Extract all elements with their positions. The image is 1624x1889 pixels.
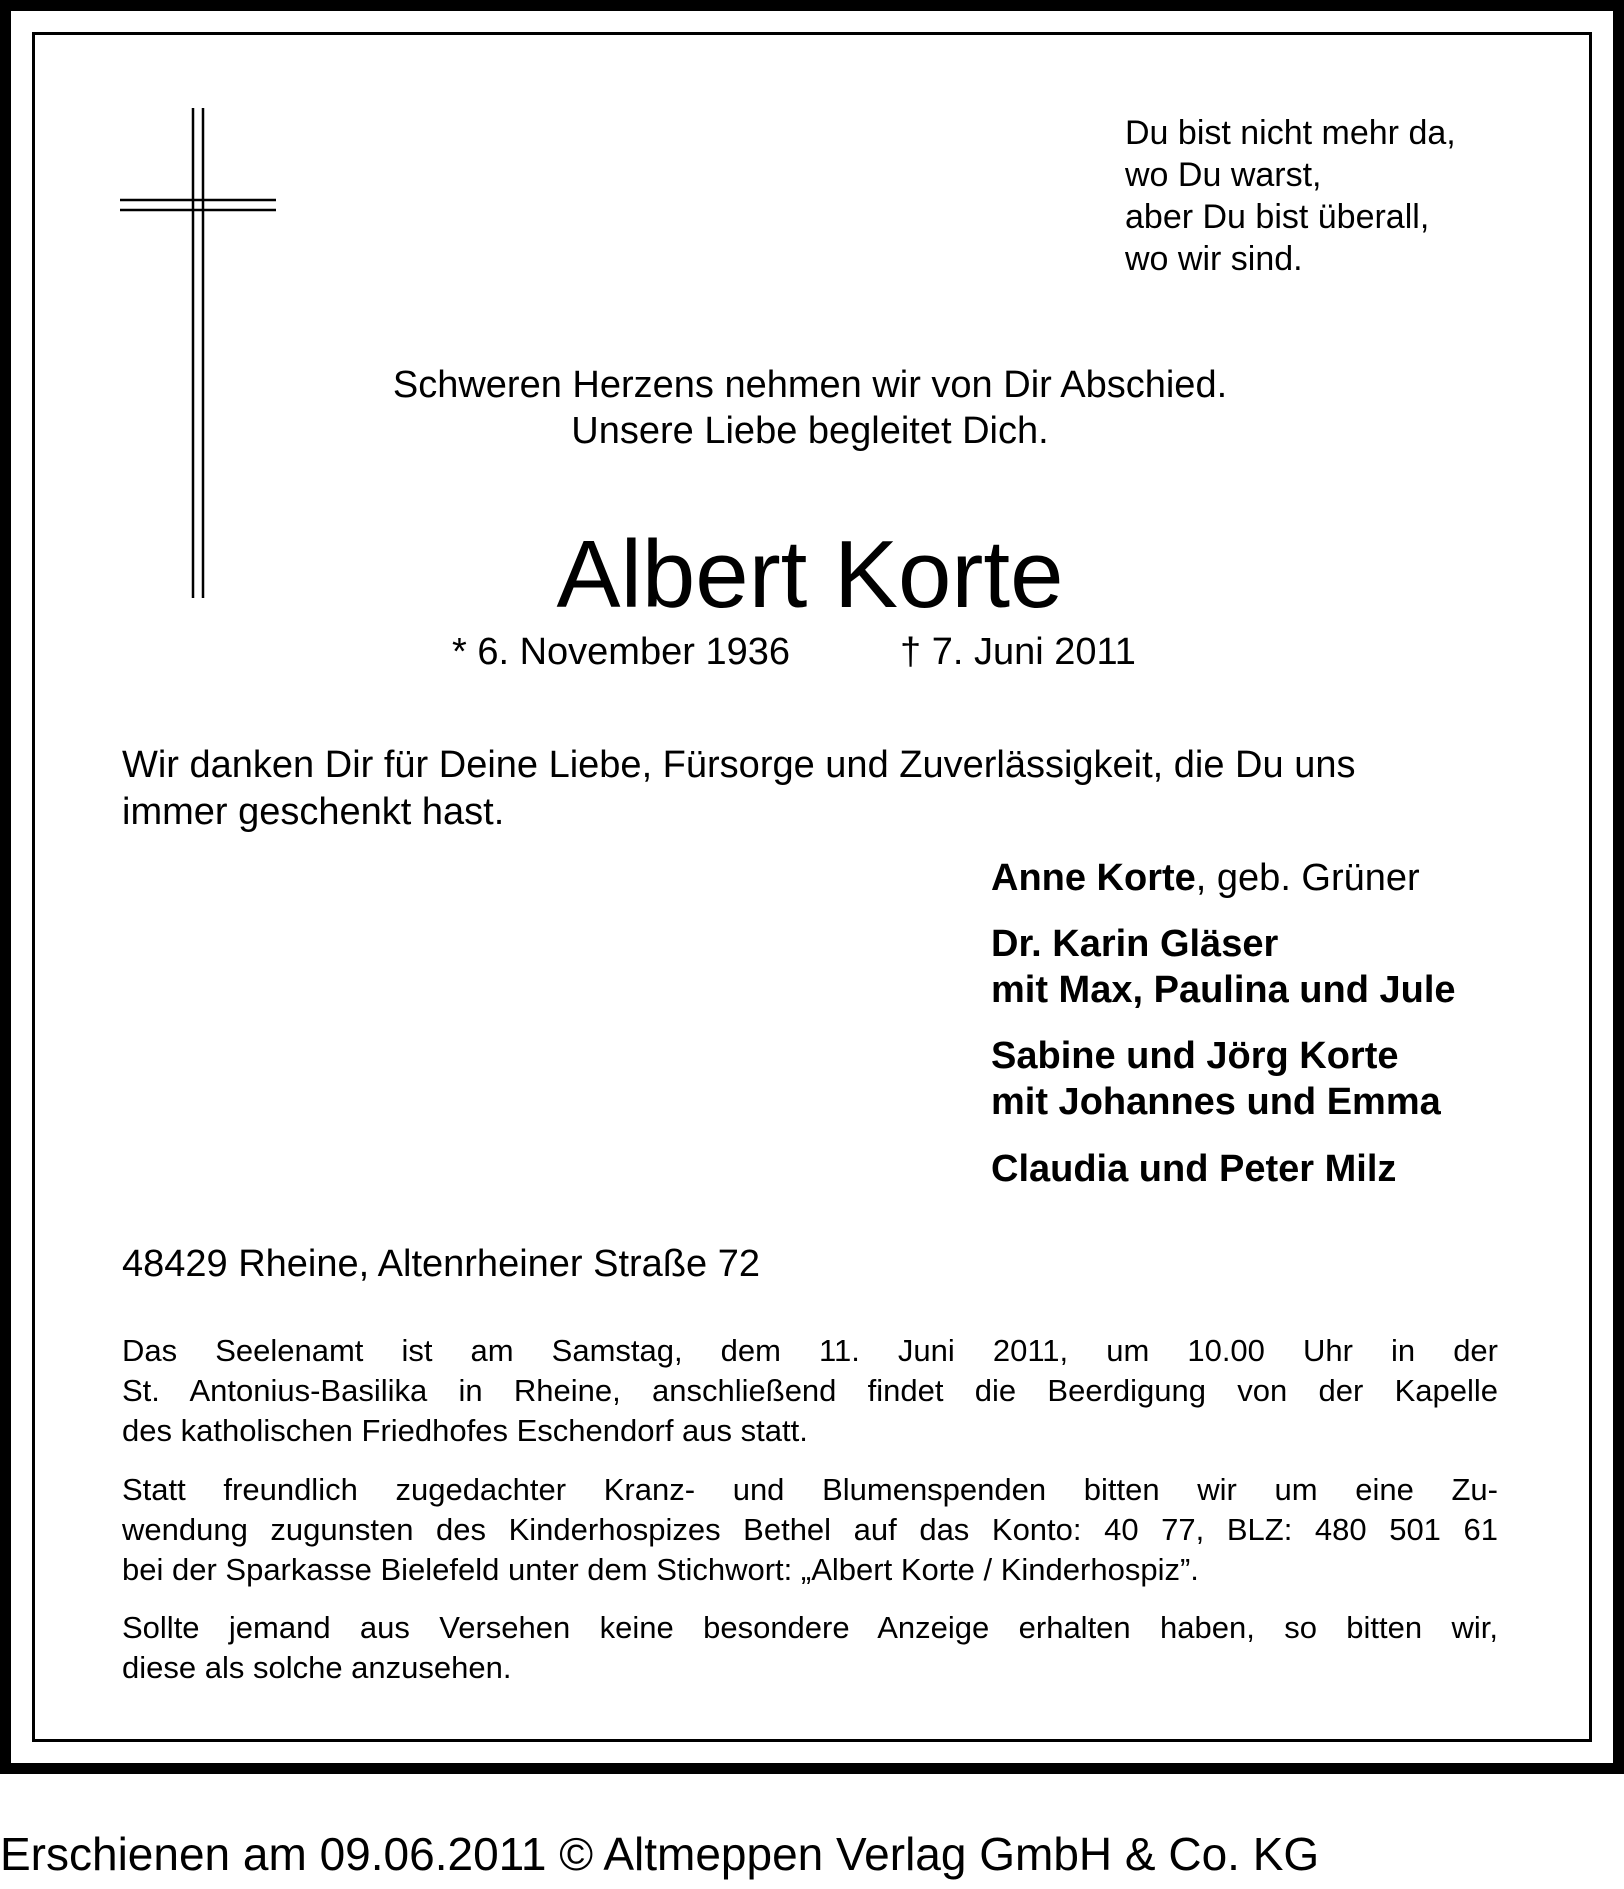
family-children-names: mit Max, Paulina und Jule (991, 969, 1456, 1011)
family-children-names: mit Johannes und Emma (991, 1081, 1441, 1123)
family-member-name: Claudia und Peter Milz (991, 1148, 1397, 1190)
death-date: † 7. Juni 2011 (900, 631, 1136, 673)
family-member (991, 1033, 1398, 1079)
paragraph-line: bei der Sparkasse Bielefeld unter dem Stichwort: „Albert Korte / Kinderhospiz”. (122, 1552, 1199, 1587)
family-member-name: Sabine und Jörg Korte (991, 1035, 1399, 1077)
poem-line: wo wir sind. (1125, 240, 1303, 278)
family-member-name: Anne Korte (991, 857, 1196, 899)
notice-paragraph (122, 1608, 1498, 1688)
family-member (991, 1146, 1396, 1192)
poem-line: Du bist nicht mehr da, (1125, 114, 1456, 152)
poem-verse (1125, 112, 1456, 280)
publication-footer: Erschienen am 09.06.2011 © Altmeppen Verlag GmbH & Co. KG (0, 1828, 1320, 1880)
poem-line: wo Du warst, (1125, 156, 1322, 194)
thanks-text (122, 742, 1502, 836)
address: 48429 Rheine, Altenrheiner Straße 72 (122, 1243, 760, 1285)
funeral-info-paragraph (122, 1331, 1498, 1451)
paragraph-line: wendung zugunsten des Kinderhospizes Bethel auf das Konto: 40 77, BLZ: 480 501 61 (122, 1512, 1498, 1547)
thanks-line: immer geschenkt hast. (122, 791, 505, 833)
intro-line: Unsere Liebe begleitet Dich. (571, 410, 1049, 452)
family-member (991, 921, 1278, 967)
family-member (991, 855, 1420, 901)
birth-date: * 6. November 1936 (452, 631, 790, 673)
paragraph-line: Statt freundlich zugedachter Kranz- und Blumenspenden bitten wir um eine Zu- (122, 1472, 1498, 1507)
paragraph-line: Das Seelenamt ist am Samstag, dem 11. Juni 2011, um 10.00 Uhr in der (122, 1333, 1498, 1368)
thanks-line: Wir danken Dir für Deine Liebe, Fürsorge und Zuverlässigkeit, die Du uns (122, 744, 1356, 786)
paragraph-line: diese als solche anzusehen. (122, 1650, 512, 1685)
intro-line: Schweren Herzens nehmen wir von Dir Abschied. (392, 364, 1228, 406)
paragraph-line: Sollte jemand aus Versehen keine besondere Anzeige erhalten haben, so bitten wir, (122, 1610, 1498, 1645)
paragraph-line: des katholischen Friedhofes Eschendorf aus statt. (122, 1413, 808, 1448)
paragraph-line: St. Antonius-Basilika in Rheine, anschließend findet die Beerdigung von der Kapelle (122, 1373, 1498, 1408)
family-member-name: Dr. Karin Gläser (991, 923, 1279, 965)
donation-paragraph (122, 1470, 1498, 1590)
cross-icon (120, 108, 276, 598)
family-member-suffix: , geb. Grüner (1195, 857, 1420, 899)
family-member-children (991, 1079, 1441, 1125)
family-member-children (991, 967, 1456, 1013)
poem-line: aber Du bist überall, (1125, 198, 1430, 236)
deceased-name: Albert Korte (556, 521, 1064, 628)
